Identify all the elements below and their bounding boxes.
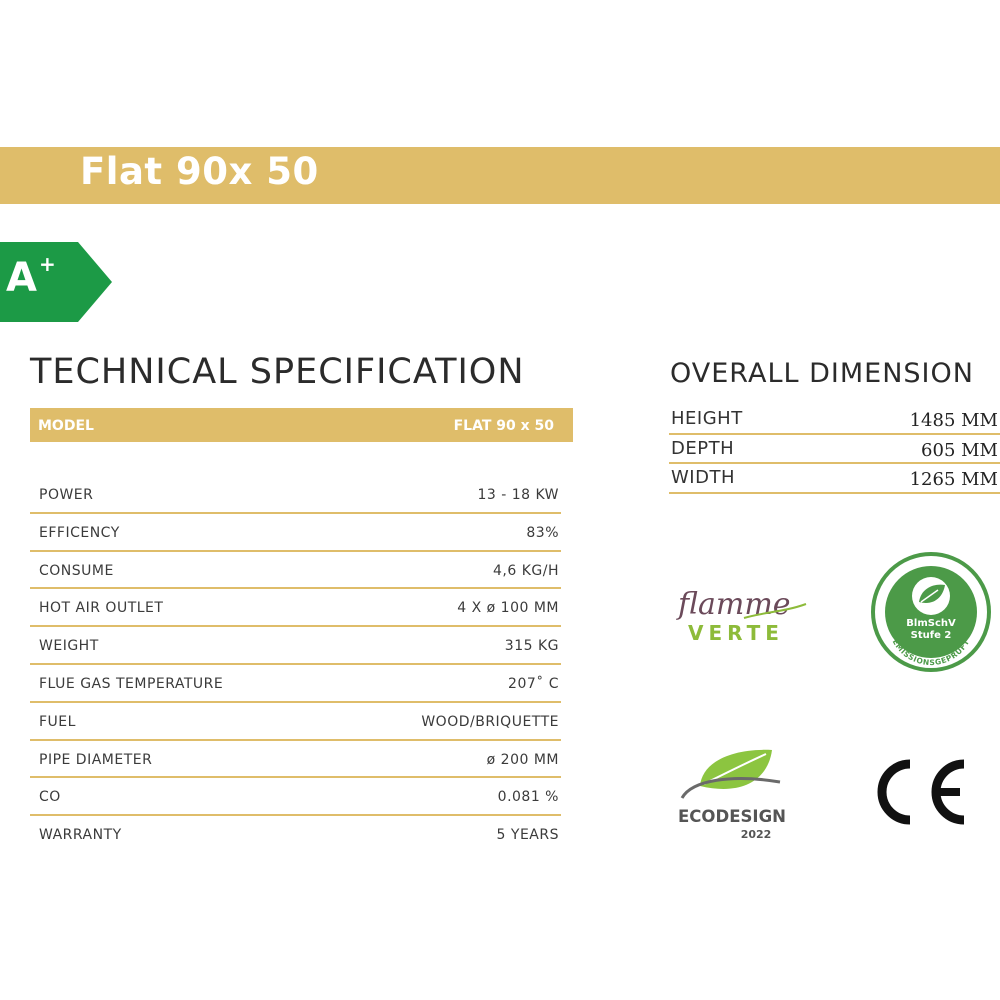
flamme-verte-logo: [674, 578, 814, 648]
spec-row: [30, 514, 561, 552]
spec-key: CO: [39, 789, 61, 806]
dimension-row: [669, 405, 1000, 435]
blmschv-seal: [868, 552, 994, 682]
dimension-value: 605 MM: [921, 439, 998, 461]
spec-key: HOT AIR OUTLET: [39, 600, 164, 617]
energy-class-label: [6, 251, 56, 301]
spec-value: 4 X ø 100 MM: [457, 600, 559, 617]
spec-row: [30, 703, 561, 741]
spec-row: [30, 476, 561, 514]
spec-value: ø 200 MM: [486, 751, 559, 768]
spec-key: EFFICENCY: [39, 524, 120, 541]
dimension-row: [669, 464, 1000, 494]
spec-row: [30, 589, 561, 627]
dimension-key: DEPTH: [671, 437, 735, 459]
product-title: Flat 90x 50: [80, 150, 319, 193]
dimension-value: 1265 MM: [909, 469, 998, 490]
spec-row: [30, 741, 561, 779]
spec-value: 13 - 18 KW: [477, 487, 559, 503]
technical-spec-title: TECHNICAL SPECIFICATION: [30, 352, 525, 392]
model-label: MODEL: [38, 418, 94, 434]
spec-table: [30, 476, 561, 854]
dimension-key: HEIGHT: [671, 408, 743, 429]
spec-key: PIPE DIAMETER: [39, 751, 153, 768]
spec-value: 5 YEARS: [496, 827, 559, 844]
blmschv-line1: BlmSchV: [906, 618, 956, 629]
spec-value: WOOD/BRIQUETTE: [421, 713, 559, 730]
spec-row: [30, 552, 561, 590]
spec-row: [30, 665, 561, 703]
verte-text: VERTE: [688, 621, 784, 645]
ecodesign-year: 2022: [740, 828, 772, 841]
spec-key: POWER: [39, 487, 94, 503]
spec-value: 0.081 %: [497, 789, 559, 806]
spec-value: 83%: [526, 524, 559, 541]
spec-key: CONSUME: [39, 562, 114, 579]
dimension-value: 1485 MM: [909, 410, 998, 431]
overall-dimension-title: OVERALL DIMENSION: [670, 358, 974, 389]
spec-key: WARRANTY: [39, 827, 122, 844]
flamme-text: flamme: [678, 587, 791, 622]
dimension-key: WIDTH: [671, 467, 735, 488]
ce-mark: [866, 756, 970, 828]
energy-class-modifier: +: [38, 251, 56, 276]
spec-row: [30, 816, 561, 854]
ecodesign-text: ECODESIGN: [678, 807, 786, 827]
blmschv-line2: Stufe 2: [910, 630, 952, 641]
spec-row: [30, 627, 561, 665]
spec-value: 315 KG: [504, 638, 559, 655]
model-value: FLAT 90 x 50: [453, 418, 554, 434]
spec-key: FLUE GAS TEMPERATURE: [39, 675, 224, 692]
blmschv-ring-text: EMISSIONSGEPRÜFT: [890, 637, 972, 668]
dimension-row: [669, 435, 1000, 465]
spec-row: [30, 778, 561, 816]
spec-value: 4,6 KG/H: [493, 562, 559, 579]
spec-key: FUEL: [39, 713, 76, 730]
spec-key: WEIGHT: [39, 638, 99, 655]
energy-class-letter: A: [6, 255, 37, 301]
spec-value: 207˚ C: [508, 675, 559, 692]
dimension-table: [669, 405, 1000, 494]
ecodesign-logo: [672, 740, 792, 846]
